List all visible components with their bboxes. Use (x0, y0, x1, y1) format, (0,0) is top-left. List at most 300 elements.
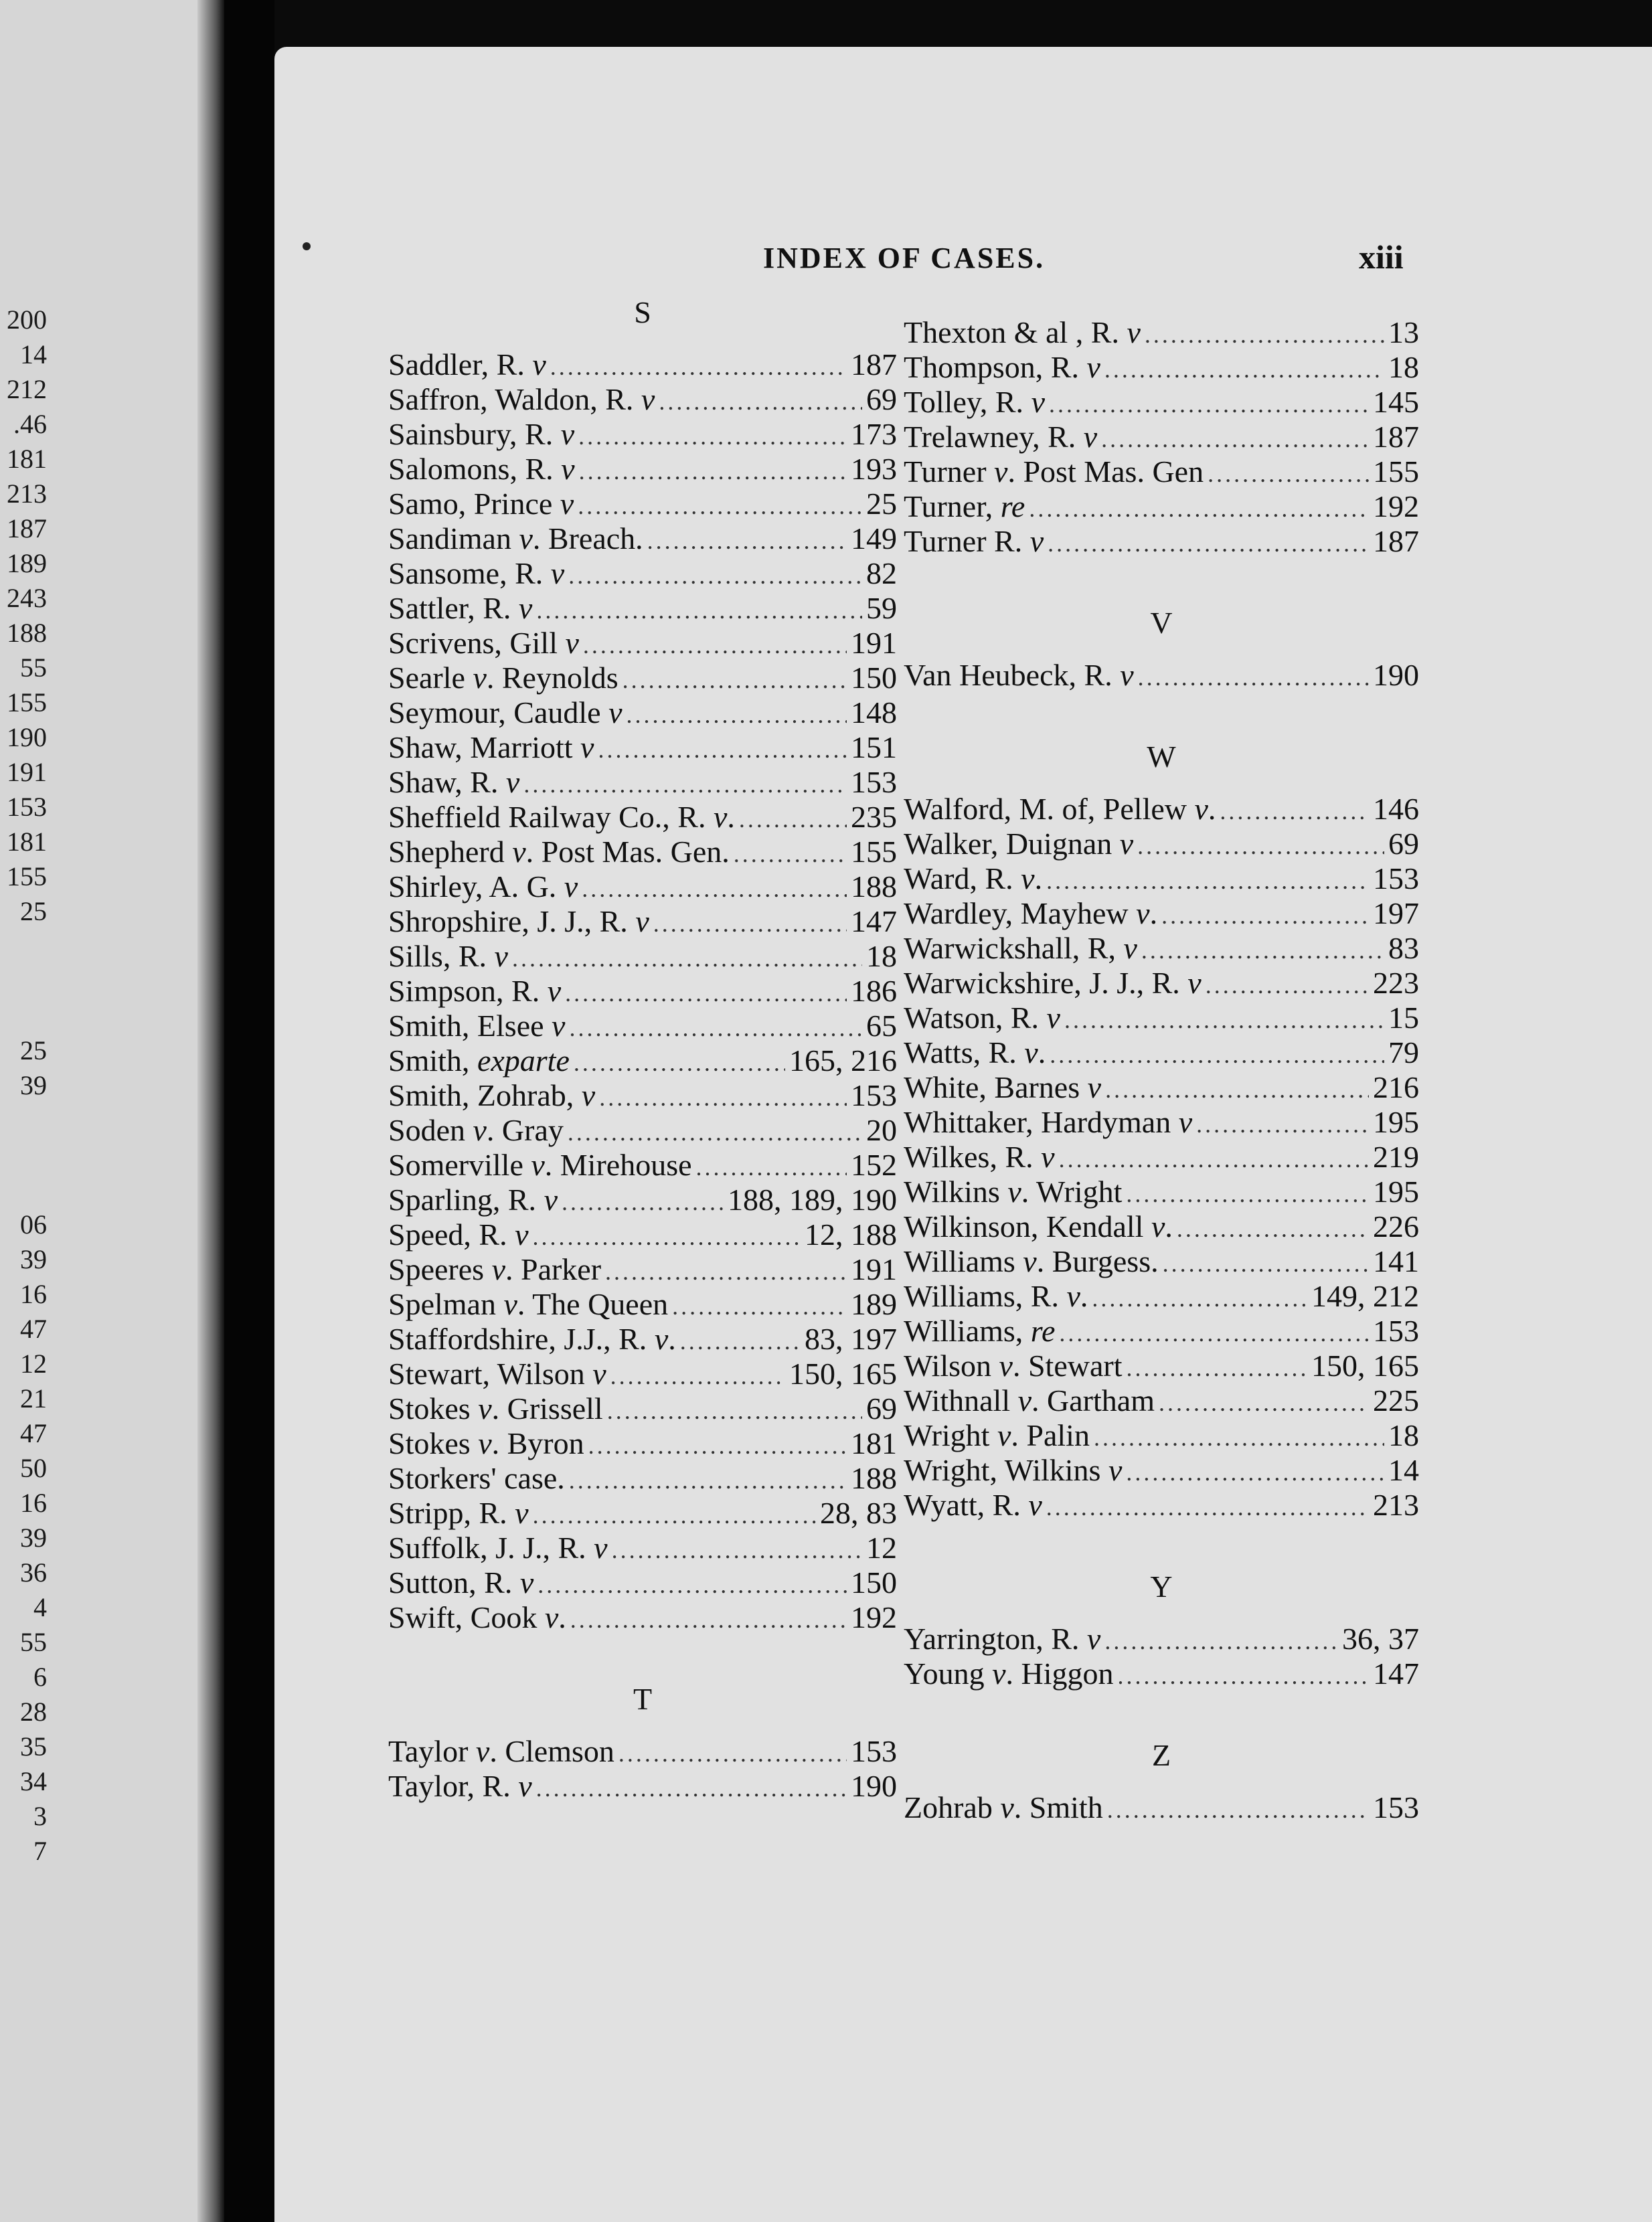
leader-dots (583, 631, 847, 659)
case-party: Smith, Zohrab, (388, 1078, 582, 1112)
leader-dots (569, 1466, 847, 1494)
case-other-party: . (1038, 1035, 1046, 1070)
leader-dots (1206, 971, 1369, 999)
case-party: Wilkins (904, 1175, 1008, 1209)
case-party: Saffron, Waldon, R. (388, 382, 641, 416)
case-name (388, 1426, 584, 1461)
page-reference: 195 (1373, 1175, 1419, 1209)
leader-dots (536, 596, 862, 624)
previous-page-number: 213 (7, 479, 47, 509)
case-other-party: . The Queen (517, 1287, 669, 1321)
page-reference: 187 (1373, 524, 1419, 558)
case-party: Thompson, R. (904, 350, 1087, 384)
page-reference: 149, 212 (1311, 1279, 1419, 1313)
index-entry (904, 1070, 1419, 1104)
previous-page-number (0, 1138, 47, 1173)
case-name (388, 1252, 601, 1287)
case-name (388, 347, 546, 382)
case-name (388, 1356, 606, 1391)
previous-page-number: 187 (7, 513, 47, 543)
case-versus: v (503, 1287, 517, 1321)
case-party: Searle (388, 661, 473, 695)
index-entry (388, 381, 897, 416)
case-other-party: . Gray (486, 1113, 564, 1147)
leader-dots (574, 1049, 785, 1077)
case-name (388, 1460, 565, 1496)
index-entry (388, 1147, 897, 1182)
case-name (388, 1321, 676, 1357)
page-reference: 190 (851, 1769, 897, 1803)
previous-page-number: 25 (20, 1035, 47, 1065)
previous-page-number: 50 (20, 1453, 47, 1483)
leader-dots (1046, 1493, 1369, 1521)
leader-dots (550, 353, 847, 381)
previous-page-number (0, 964, 47, 999)
section-letter: S (634, 295, 651, 329)
page-reference: 150 (851, 1565, 897, 1600)
case-versus: v (999, 1349, 1013, 1383)
case-name (904, 1452, 1122, 1488)
index-entry (904, 1035, 1419, 1070)
case-versus: v (1108, 1453, 1123, 1487)
case-other-party: . Burgess. (1036, 1244, 1159, 1278)
previous-page-number: 39 (20, 1070, 47, 1100)
case-other-party: . Clemson (489, 1734, 614, 1768)
case-versus: v (1086, 350, 1100, 384)
leader-dots (588, 1432, 847, 1460)
previous-page-number: 181 (7, 827, 47, 857)
previous-page-number: 12 (20, 1349, 47, 1379)
index-entry (388, 695, 897, 730)
page-reference: 20 (866, 1113, 897, 1147)
leader-dots (536, 1774, 847, 1802)
case-name (388, 1112, 564, 1148)
leader-dots (578, 492, 862, 520)
case-name (904, 1278, 1088, 1314)
case-versus: v (713, 800, 728, 834)
case-name (388, 1078, 595, 1113)
page-reference: 12 (866, 1531, 897, 1565)
leader-dots (1163, 1250, 1369, 1278)
case-name (904, 384, 1045, 420)
case-versus: v (515, 1496, 529, 1530)
case-name (388, 1286, 668, 1322)
case-other-party: . (1080, 1279, 1088, 1313)
index-entry (904, 965, 1419, 1000)
case-name (904, 489, 1025, 524)
case-versus: v (544, 1183, 558, 1217)
page-reference: 150, 165 (789, 1357, 897, 1391)
case-name (388, 1217, 529, 1252)
leader-dots (1118, 1662, 1369, 1690)
case-versus: v (1029, 524, 1044, 558)
leader-dots (696, 1153, 847, 1181)
case-party: Staffordshire, J.J., R. (388, 1322, 655, 1356)
index-entry (904, 826, 1419, 861)
page-reference: 155 (851, 835, 897, 869)
case-other-party: . (558, 1600, 566, 1634)
leader-dots (1104, 1627, 1338, 1655)
case-party: Swift, Cook (388, 1600, 545, 1634)
case-versus: v (641, 382, 655, 416)
index-entry (904, 1139, 1419, 1174)
case-party: Saddler, R. (388, 347, 533, 381)
case-name (388, 869, 578, 904)
case-name (904, 1383, 1155, 1418)
case-versus: v (994, 454, 1008, 489)
case-party: Shepherd (388, 835, 513, 869)
previous-page-number: 190 (7, 722, 47, 752)
leader-dots (1104, 355, 1384, 383)
previous-page-number: 200 (7, 305, 47, 335)
case-name (904, 861, 1042, 896)
case-versus: v (560, 417, 575, 451)
index-entry (388, 1426, 897, 1460)
page-reference: 186 (851, 974, 897, 1008)
previous-page-number: 189 (7, 548, 47, 578)
previous-page-numbers (0, 303, 47, 1869)
case-versus: v (1178, 1105, 1193, 1139)
index-entry (904, 791, 1419, 826)
case-party: Salomons, R. (388, 452, 562, 486)
index-entry (388, 1565, 897, 1600)
case-party: Ward, R. (904, 861, 1021, 895)
leader-dots (1105, 1076, 1369, 1104)
ink-dot (303, 242, 311, 250)
case-versus: v (1066, 1279, 1080, 1313)
case-versus: v (1041, 1140, 1055, 1174)
leader-dots (653, 910, 847, 938)
index-entry (904, 1790, 1419, 1824)
leader-dots (1161, 902, 1369, 930)
index-entry (388, 660, 897, 695)
page-reference: 197 (1373, 896, 1419, 930)
case-party: Sattler, R. (388, 591, 519, 625)
leader-dots (512, 944, 862, 972)
section-letter: W (1147, 740, 1176, 774)
case-party: Shaw, R. (388, 765, 506, 799)
leader-dots (1059, 1319, 1369, 1347)
case-party: Turner (904, 454, 995, 489)
case-other-party: . Higgon (1005, 1656, 1114, 1691)
index-entry (388, 1391, 897, 1426)
case-other-party: . Smith (1013, 1790, 1103, 1824)
case-versus: v (478, 1391, 492, 1426)
case-versus: v (1119, 827, 1134, 861)
index-entry (388, 1078, 897, 1112)
case-versus: v (552, 1009, 566, 1043)
leader-dots (1126, 1180, 1369, 1208)
previous-page-number (0, 1103, 47, 1138)
page-reference: 36, 37 (1342, 1622, 1419, 1656)
case-other-party: . Grissell (491, 1391, 603, 1426)
case-versus: v (515, 1217, 529, 1252)
case-name (904, 1313, 1055, 1349)
previous-page-number: 181 (7, 444, 47, 474)
case-name (388, 416, 574, 452)
case-party: Zohrab (904, 1790, 1001, 1824)
index-entry (388, 938, 897, 973)
case-name (904, 419, 1097, 454)
case-party: Sheffield Railway Co., R. (388, 800, 714, 834)
case-party: Sainsbury, R. (388, 417, 561, 451)
case-party: Walker, Duignan (904, 827, 1120, 861)
case-name (904, 1104, 1192, 1140)
case-name (388, 625, 579, 661)
case-name (904, 1070, 1101, 1105)
case-party: Smith, Elsee (388, 1009, 552, 1043)
case-other-party: . Byron (491, 1426, 584, 1460)
page-reference: 153 (1373, 1790, 1419, 1824)
case-versus: v (1021, 861, 1035, 895)
leader-dots (1101, 425, 1369, 453)
leader-dots (610, 1362, 785, 1390)
page-reference: 147 (851, 904, 897, 938)
page-reference: 18 (866, 939, 897, 973)
case-name (388, 590, 532, 626)
index-entry (904, 1656, 1419, 1691)
page-reference: 150, 165 (1311, 1349, 1419, 1383)
case-party: Sandiman (388, 521, 519, 556)
leader-dots (1126, 1354, 1307, 1382)
index-entry (904, 1104, 1419, 1139)
page-edge-shadow (197, 0, 224, 2222)
page-reference: 147 (1373, 1656, 1419, 1691)
case-versus: v (565, 626, 579, 660)
case-name (904, 349, 1100, 385)
case-versus: exparte (477, 1043, 570, 1078)
leader-dots (570, 1606, 847, 1634)
leader-dots (569, 1014, 862, 1042)
leader-dots (1029, 495, 1369, 523)
index-entry (388, 1286, 897, 1321)
previous-page-number: 47 (20, 1314, 47, 1344)
case-versus: v (1127, 315, 1141, 349)
leader-dots (1064, 1006, 1384, 1034)
case-name (904, 965, 1202, 1001)
case-other-party: . Wright (1021, 1175, 1123, 1209)
index-entry (388, 486, 897, 521)
case-versus: re (1000, 489, 1025, 523)
page-reference: 187 (851, 347, 897, 381)
page-reference: 79 (1388, 1035, 1419, 1070)
index-entry (388, 1008, 897, 1043)
leader-dots (1145, 321, 1384, 349)
page-reference: 59 (866, 591, 897, 625)
case-name (388, 1182, 558, 1217)
index-entry (388, 730, 897, 764)
index-entry (388, 451, 897, 486)
case-versus: v (550, 556, 565, 590)
index-entry (904, 1000, 1419, 1035)
case-versus: v (494, 939, 508, 973)
leader-dots (605, 1258, 847, 1286)
case-name (388, 381, 655, 417)
leader-dots (1049, 390, 1369, 418)
case-versus: v (544, 1600, 559, 1634)
case-versus: v (1120, 658, 1134, 692)
page-number: xiii (1359, 238, 1404, 276)
page-reference: 69 (866, 1391, 897, 1426)
leader-dots (582, 875, 847, 903)
index-entry (388, 869, 897, 904)
case-versus: v (635, 904, 649, 938)
page-reference: 69 (866, 382, 897, 416)
leader-dots (623, 666, 847, 694)
case-versus: v (519, 1565, 534, 1600)
leader-dots (734, 840, 847, 868)
case-party: Yarrington, R. (904, 1622, 1087, 1656)
leader-dots (1048, 529, 1369, 558)
previous-page-number: 155 (7, 861, 47, 891)
case-name (388, 1768, 532, 1804)
previous-page-number: 36 (20, 1557, 47, 1588)
page-reference: 83, 197 (805, 1322, 897, 1356)
leader-dots (1092, 1284, 1307, 1312)
index-entry (388, 347, 897, 381)
section-letter: Z (1151, 1738, 1171, 1772)
case-name (904, 1000, 1060, 1035)
leader-dots (1137, 832, 1384, 860)
leader-dots (533, 1501, 816, 1529)
case-name (904, 1139, 1055, 1175)
leader-dots (1159, 1389, 1369, 1417)
case-party: Withnall (904, 1383, 1018, 1418)
case-party: Speed, R. (388, 1217, 515, 1252)
case-versus: v (519, 521, 533, 556)
index-entry (388, 1112, 897, 1147)
previous-page-number: 39 (20, 1244, 47, 1274)
page-reference: 225 (1373, 1383, 1419, 1418)
previous-page-number: 34 (20, 1766, 47, 1796)
index-entry (388, 1600, 897, 1634)
case-party: Storkers' case. (388, 1461, 565, 1495)
previous-page-number: 55 (20, 1627, 47, 1657)
section-letter: V (1150, 606, 1173, 640)
case-versus: v (564, 869, 578, 904)
case-name (904, 826, 1133, 861)
index-entry (388, 1252, 897, 1286)
index-entry (388, 521, 897, 556)
page-reference: 181 (851, 1426, 897, 1460)
index-entry (388, 1495, 897, 1530)
previous-page-number (0, 999, 47, 1033)
page-reference: 151 (851, 730, 897, 764)
index-entry (388, 625, 897, 660)
page-reference: 148 (851, 695, 897, 730)
page-reference: 188, 189, 190 (728, 1183, 897, 1217)
page-reference: 149 (851, 521, 897, 556)
previous-page-number: 21 (20, 1383, 47, 1414)
case-name (904, 1487, 1042, 1523)
index-entry (388, 834, 897, 869)
index-entry (904, 523, 1419, 558)
index-column-right (904, 315, 1419, 1824)
page-reference: 191 (851, 626, 897, 660)
case-versus: v (1028, 1488, 1042, 1522)
case-other-party: . Post Mas. Gen (1007, 454, 1204, 489)
case-name (904, 1035, 1046, 1070)
case-versus: v (1123, 931, 1137, 965)
case-name (904, 657, 1134, 693)
index-entry (388, 416, 897, 451)
section-letter: T (633, 1682, 653, 1716)
leader-dots (579, 457, 847, 485)
index-entry (904, 657, 1419, 692)
index-entry (388, 799, 897, 834)
index-entry (388, 1043, 897, 1078)
case-versus: v (1031, 385, 1045, 419)
leader-dots (739, 805, 847, 833)
index-entry (904, 454, 1419, 489)
case-party: Sills, R. (388, 939, 495, 973)
page-reference: 153 (1373, 861, 1419, 895)
case-versus: v (531, 1148, 545, 1182)
case-party: Soden (388, 1113, 473, 1147)
leader-dots (598, 736, 847, 764)
case-party: Watson, R. (904, 1001, 1047, 1035)
previous-page-number: 28 (20, 1697, 47, 1727)
case-name (388, 1147, 692, 1183)
case-versus: v (1024, 1035, 1038, 1070)
leader-dots (1196, 1110, 1369, 1138)
case-name (904, 930, 1137, 966)
previous-page-number: 16 (20, 1488, 47, 1518)
index-entry (388, 973, 897, 1008)
previous-page-number: 35 (20, 1731, 47, 1762)
index-entry (904, 1452, 1419, 1487)
index-entry (388, 1321, 897, 1356)
page-reference: 187 (1373, 420, 1419, 454)
case-party: Sparling, R. (388, 1183, 544, 1217)
leader-dots (1141, 936, 1384, 964)
case-party: Shropshire, J. J., R. (388, 904, 636, 938)
index-column-left (388, 294, 897, 1803)
case-party: Wyatt, R. (904, 1488, 1029, 1522)
index-entry (904, 930, 1419, 965)
case-party: Wardley, Mayhew (904, 896, 1137, 930)
case-name (904, 1790, 1103, 1825)
leader-dots (672, 1292, 847, 1320)
case-versus: v (1046, 1001, 1060, 1035)
page-reference: 165, 216 (789, 1043, 897, 1078)
case-name (904, 1418, 1090, 1453)
previous-page-number: 55 (20, 653, 47, 683)
case-party: Young (904, 1656, 993, 1691)
index-entry (388, 1217, 897, 1252)
page-reference: 141 (1373, 1244, 1419, 1278)
leader-dots (523, 770, 847, 798)
case-party: Taylor, R. (388, 1769, 519, 1803)
page-reference: 83 (1388, 931, 1419, 965)
leader-dots (599, 1084, 847, 1112)
previous-page-number: 188 (7, 618, 47, 648)
page-reference: 213 (1373, 1488, 1419, 1522)
page-reference: 155 (1373, 454, 1419, 489)
case-name (904, 1209, 1173, 1244)
case-party: Smith, (388, 1043, 477, 1078)
book-binding (224, 0, 274, 2222)
case-name (388, 938, 508, 974)
case-name (388, 764, 519, 800)
case-name (388, 1043, 570, 1078)
page-reference: 153 (851, 1078, 897, 1112)
leader-dots (1107, 1796, 1369, 1824)
case-versus: v (992, 1656, 1006, 1691)
case-party: Turner R. (904, 524, 1030, 558)
page-title: INDEX OF CASES. (763, 242, 1046, 274)
case-name (388, 1733, 614, 1769)
